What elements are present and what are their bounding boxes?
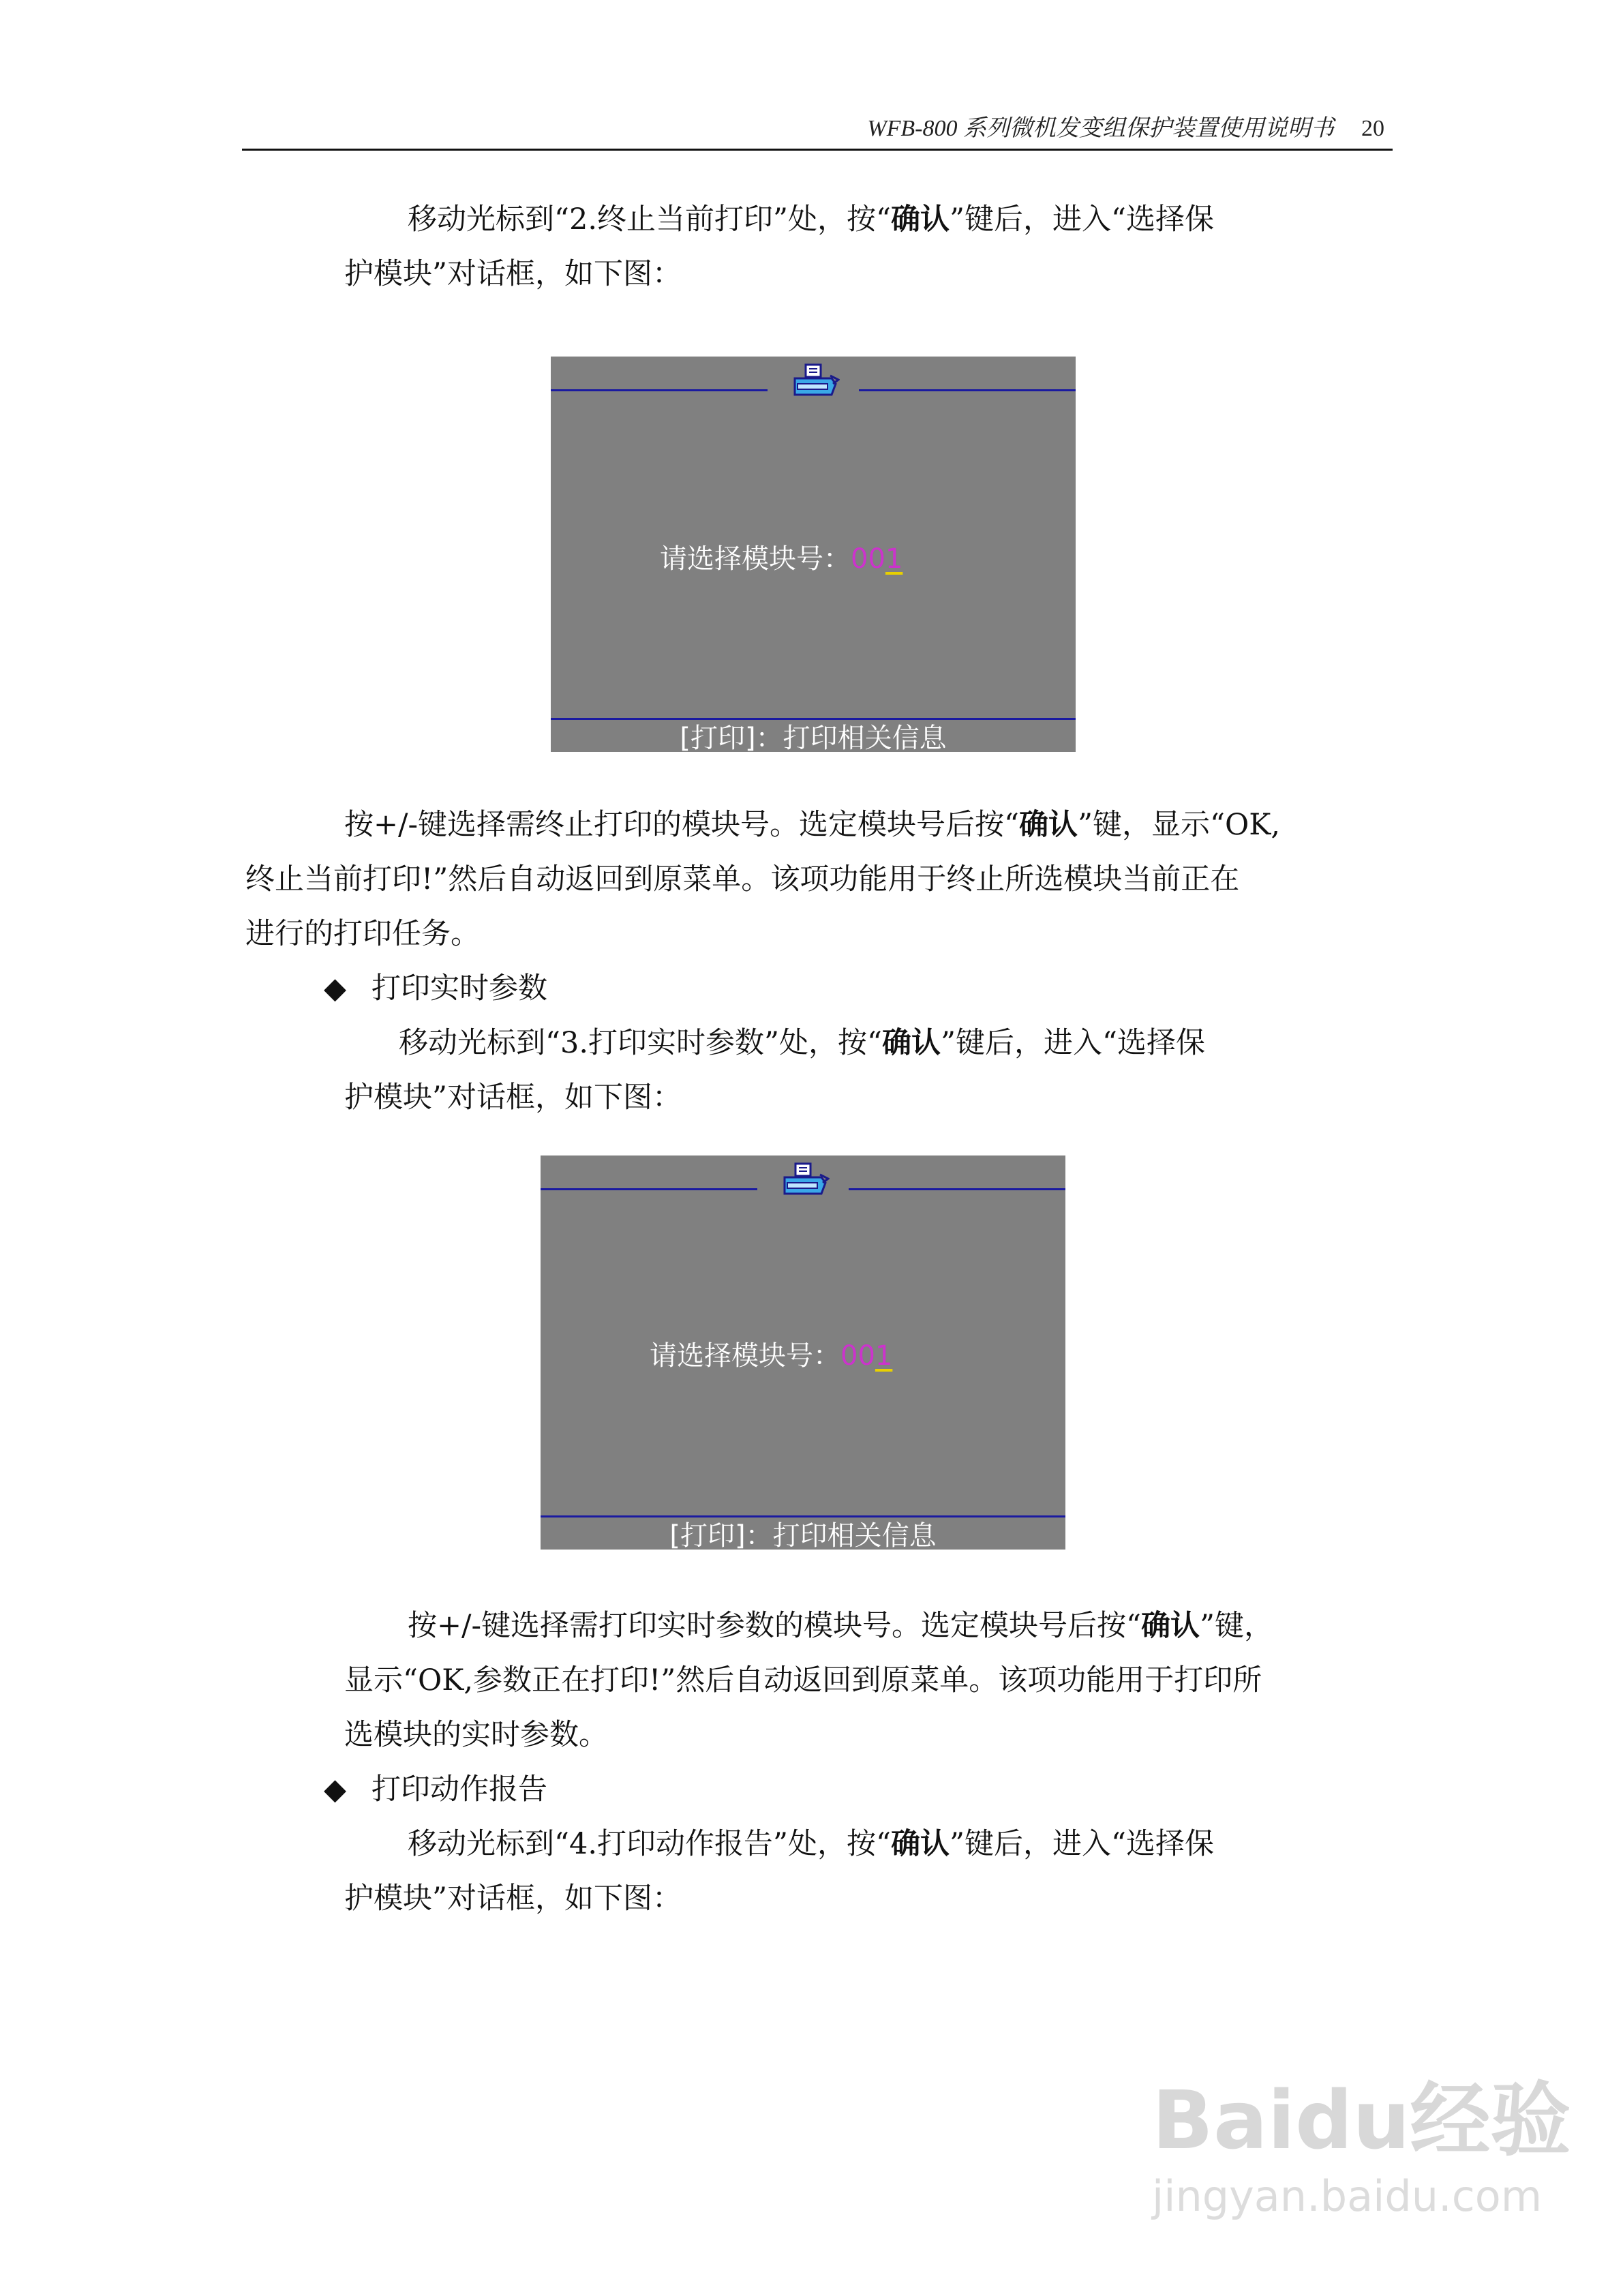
text: ”键，显示“OK, [1078,808,1281,842]
key-name: 确认 [1019,808,1078,842]
text: 移动光标到“3.打印实时参数”处，按“ [399,1026,882,1060]
paragraph-4-line-1 [408,1599,1273,1653]
title-line-left [541,1188,757,1190]
paragraph-5-line-2: 护模块”对话框，如下图： [344,1882,682,1916]
text: 移动光标到“2.终止当前打印”处，按“ [408,202,891,237]
module-number-value: 00 [840,1340,875,1372]
paragraph-2-line-3: 进行的打印任务。 [245,917,480,951]
paragraph-1-line-2: 护模块”对话框，如下图： [344,257,682,291]
paragraph-2-line-2: 终止当前打印!”然后自动返回到原菜单。该项功能用于终止所选模块当前正在 [245,862,1240,896]
diamond-bullet-icon: ◆ [324,1772,347,1807]
diamond-bullet-icon: ◆ [324,971,347,1006]
module-number-cursor-digit: 1 [885,543,903,575]
title-line-left [551,389,768,391]
text: ”键后，进入“选择保 [949,1827,1214,1861]
document-title: WFB-800 系列微机发变组保护装置使用说明书 [867,116,1334,141]
paragraph-4-line-2: 显示“OK,参数正在打印!”然后自动返回到原菜单。该项功能用于打印所 [344,1663,1262,1697]
text: ”键， [1200,1609,1274,1643]
text: ”键后，进入“选择保 [949,202,1214,237]
running-header [867,109,1384,142]
text: 按+/-键选择需终止打印的模块号。选定模块号后按“ [344,808,1020,842]
bullet-label: 打印实时参数 [371,971,547,1006]
key-name: 确认 [1141,1609,1200,1643]
module-number-value: 00 [851,543,885,575]
module-number-cursor-digit: 1 [875,1340,893,1372]
paragraph-2-line-1 [344,798,1280,852]
status-text: [打印]：打印相关信息 [680,723,947,752]
paragraph-3-line-1 [399,1016,1205,1070]
paragraph-1-line-1 [408,192,1214,247]
paragraph-4-line-3: 选模块的实时参数。 [344,1718,608,1752]
bullet-label: 打印动作报告 [371,1772,547,1807]
printer-icon [791,363,840,407]
title-line-right [849,1188,1065,1190]
key-name: 确认 [890,1827,950,1861]
prompt-label: 请选择模块号： [660,543,851,575]
module-select-dialog-1 [551,357,1076,752]
text: 按+/-键选择需打印实时参数的模块号。选定模块号后按“ [408,1609,1142,1643]
page-number: 20 [1361,116,1384,141]
paragraph-5-line-1 [408,1817,1214,1871]
key-name: 确认 [890,202,950,237]
text: 移动光标到“4.打印动作报告”处，按“ [408,1827,891,1861]
prompt-label: 请选择模块号： [650,1340,840,1372]
status-text: [打印]：打印相关信息 [669,1520,937,1550]
bullet-item-print-realtime [324,961,547,1016]
bullet-item-print-action-report [324,1762,547,1817]
printer-icon [780,1162,830,1206]
key-name: 确认 [881,1026,941,1060]
title-line-right [859,389,1076,391]
module-select-dialog-2 [541,1155,1065,1550]
module-number-field[interactable] [660,537,902,576]
paragraph-3-line-2: 护模块”对话框，如下图： [344,1081,682,1115]
text: ”键后，进入“选择保 [940,1026,1205,1060]
baidu-watermark-logo: Baidu经验 [1152,2073,1571,2167]
header-rule [242,149,1393,151]
watermark-url: jingyan.baidu.com [1152,2171,1543,2221]
module-number-field[interactable] [650,1334,892,1373]
